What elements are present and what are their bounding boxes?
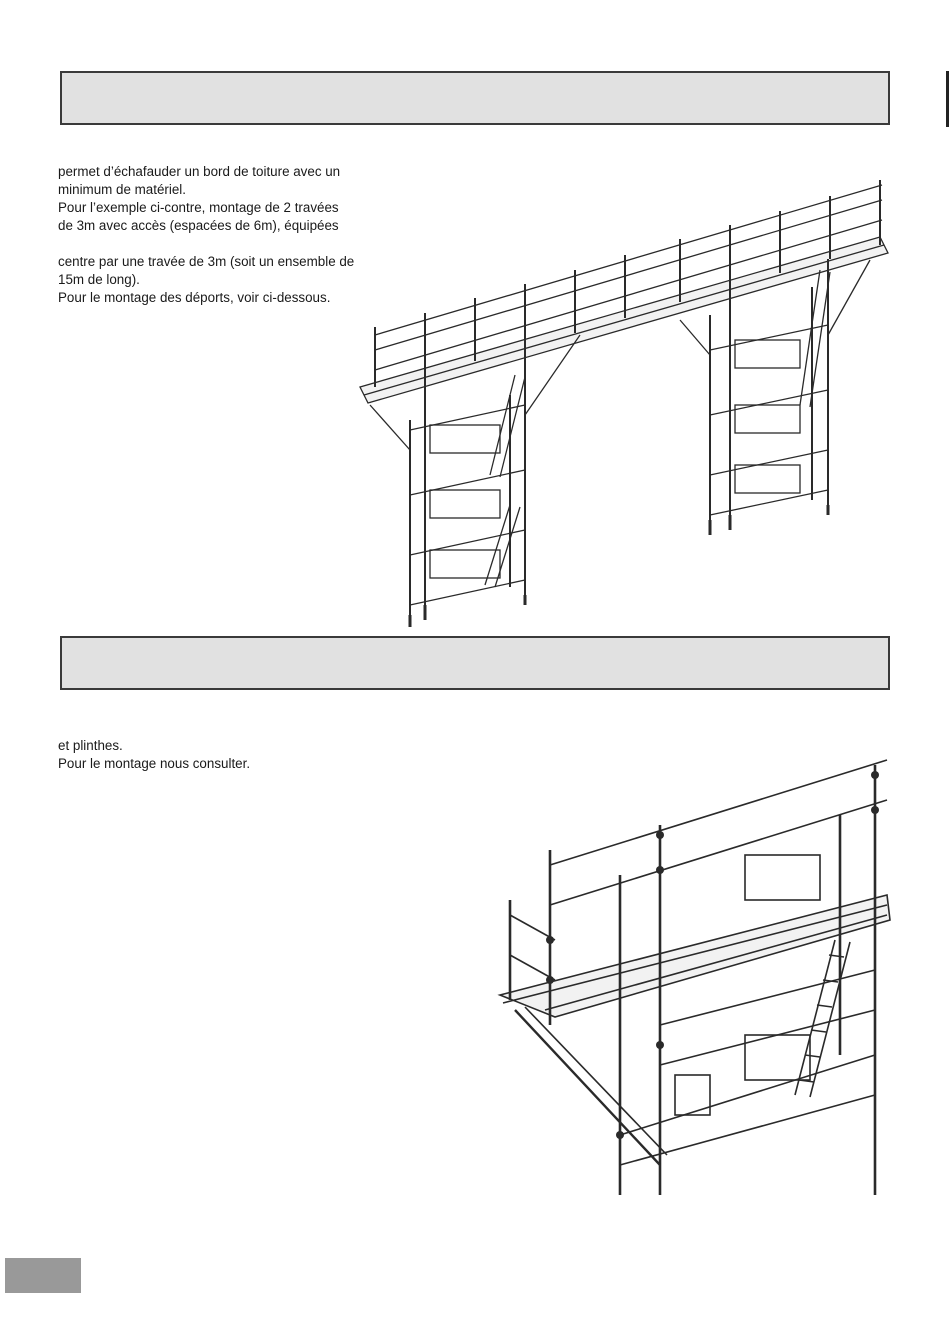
page-number-tab bbox=[5, 1258, 81, 1293]
text-line: 15m de long). bbox=[58, 272, 140, 287]
text-line: centre par une travée de 3m (soit un ensemble de bbox=[58, 254, 355, 269]
line-gap bbox=[58, 235, 354, 253]
text-line: Pour le montage des déports, voir ci-dessous. bbox=[58, 290, 331, 305]
section-header-bar-2 bbox=[60, 636, 890, 690]
scaffold-cantilever-detail-illustration bbox=[495, 755, 895, 1195]
text-line: Pour l’exemple ci-contre, montage de 2 travées bbox=[58, 200, 339, 215]
text-line: de 3m avec accès (espacées de 6m), équipées bbox=[58, 218, 339, 233]
section2-text bbox=[58, 737, 250, 773]
text-line: Pour le montage nous consulter. bbox=[58, 756, 251, 771]
text-line: et plinthes. bbox=[58, 738, 123, 753]
section1-text bbox=[58, 163, 354, 307]
text-line: permet d’échafauder un bord de toiture avec un bbox=[58, 164, 341, 179]
scaffold-bridge-illustration bbox=[350, 175, 890, 630]
section-header-bar-1 bbox=[60, 71, 890, 125]
page-edge-mark bbox=[946, 71, 949, 127]
text-line: minimum de matériel. bbox=[58, 182, 186, 197]
